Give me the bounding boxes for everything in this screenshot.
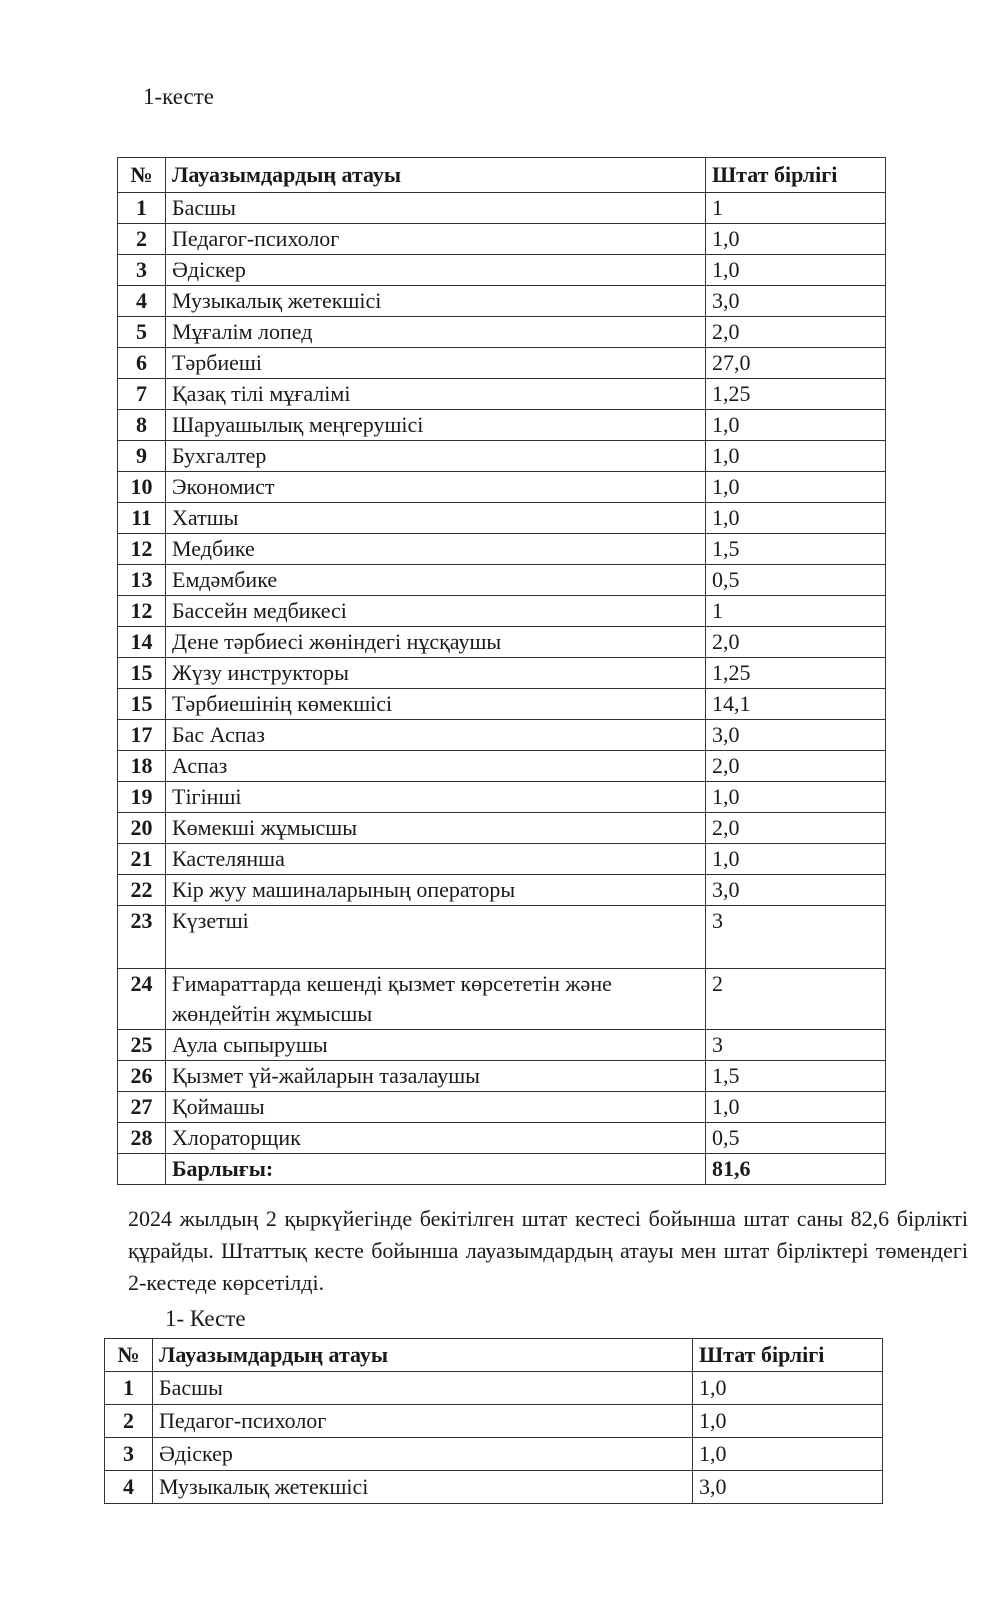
table-row <box>118 379 886 410</box>
row-position: Қызмет үй-жайларын тазалаушы <box>166 1061 706 1092</box>
table-row <box>118 906 886 969</box>
row-position: Дене тәрбиесі жөніндегі нұсқаушы <box>166 627 706 658</box>
row-position: Экономист <box>166 472 706 503</box>
row-position: Бас Аспаз <box>166 720 706 751</box>
row-staff-units: 3,0 <box>693 1471 883 1504</box>
table-header-row <box>105 1339 883 1372</box>
row-staff-units: 1,0 <box>706 441 886 472</box>
row-staff-units: 1 <box>706 193 886 224</box>
row-position: Педагог-психолог <box>153 1405 693 1438</box>
body-paragraph: 2024 жылдың 2 қыркүйегінде бекітілген штат кестесі бойынша штат саны 82,6 бірлікті құрайды. Штаттық кесте бойынша лауазымдардың атауы мен штат бірліктері төмендегі 2-кестеде көрсетілді. <box>128 1206 968 1295</box>
row-position: Аспаз <box>166 751 706 782</box>
row-number: 25 <box>118 1030 166 1061</box>
header-position: Лауазымдардың атауы <box>166 158 706 193</box>
row-number: 7 <box>118 379 166 410</box>
total-label: Барлығы: <box>166 1154 706 1185</box>
row-staff-units: 27,0 <box>706 348 886 379</box>
table-row <box>118 1061 886 1092</box>
table2-caption: 1- Кесте <box>165 1306 246 1331</box>
row-number: 2 <box>118 224 166 255</box>
row-number: 17 <box>118 720 166 751</box>
row-number: 23 <box>118 906 166 969</box>
row-number: 2 <box>105 1405 153 1438</box>
row-staff-units: 2,0 <box>706 813 886 844</box>
row-position: Бассейн медбикесі <box>166 596 706 627</box>
header-staff-units: Штат бірлігі <box>706 158 886 193</box>
header-number: № <box>118 158 166 193</box>
table-header-row <box>118 158 886 193</box>
row-staff-units: 1,25 <box>706 658 886 689</box>
table-row <box>118 286 886 317</box>
table-row <box>118 627 886 658</box>
table-row <box>118 255 886 286</box>
row-position: Шаруашылық меңгерушісі <box>166 410 706 441</box>
row-number: 4 <box>118 286 166 317</box>
row-staff-units: 2 <box>706 969 886 1030</box>
row-position: Хлораторщик <box>166 1123 706 1154</box>
row-position: Медбике <box>166 534 706 565</box>
table-row <box>118 969 886 1030</box>
row-position: Кір жуу машиналарының операторы <box>166 875 706 906</box>
row-staff-units: 1,5 <box>706 534 886 565</box>
row-position: Әдіскер <box>166 255 706 286</box>
header-number: № <box>105 1339 153 1372</box>
row-staff-units: 2,0 <box>706 751 886 782</box>
row-staff-units: 14,1 <box>706 689 886 720</box>
row-staff-units: 3,0 <box>706 720 886 751</box>
table-row <box>118 844 886 875</box>
row-number: 13 <box>118 565 166 596</box>
table-row <box>118 875 886 906</box>
row-position: Қазақ тілі мұғалімі <box>166 379 706 410</box>
row-position: Аула сыпырушы <box>166 1030 706 1061</box>
row-position: Педагог-психолог <box>166 224 706 255</box>
row-staff-units: 1,0 <box>693 1372 883 1405</box>
table-row <box>118 348 886 379</box>
row-staff-units: 1,0 <box>706 1092 886 1123</box>
row-number: 15 <box>118 658 166 689</box>
header-position: Лауазымдардың атауы <box>153 1339 693 1372</box>
row-staff-units: 1,0 <box>693 1405 883 1438</box>
row-number: 3 <box>118 255 166 286</box>
staff-table-1 <box>117 157 886 1185</box>
row-staff-units: 3,0 <box>706 875 886 906</box>
row-number: 4 <box>105 1471 153 1504</box>
row-position: Кастелянша <box>166 844 706 875</box>
table1-caption: 1-кесте <box>143 84 215 109</box>
row-staff-units: 1,25 <box>706 379 886 410</box>
table-row <box>118 193 886 224</box>
row-number: 22 <box>118 875 166 906</box>
row-number: 27 <box>118 1092 166 1123</box>
row-number: 5 <box>118 317 166 348</box>
row-number: 9 <box>118 441 166 472</box>
row-number: 14 <box>118 627 166 658</box>
row-number: 10 <box>118 472 166 503</box>
row-staff-units: 1,0 <box>706 255 886 286</box>
row-staff-units: 1,0 <box>706 224 886 255</box>
row-number: 1 <box>105 1372 153 1405</box>
row-position: Басшы <box>153 1372 693 1405</box>
table-row <box>118 658 886 689</box>
row-number: 20 <box>118 813 166 844</box>
table-row <box>118 410 886 441</box>
table-row <box>118 596 886 627</box>
row-number: 28 <box>118 1123 166 1154</box>
table-row <box>118 720 886 751</box>
row-position: Ғимараттарда кешенді қызмет көрсететін және жөндейтін жұмысшы <box>166 969 706 1030</box>
total-row <box>118 1154 886 1185</box>
row-position: Жүзу инструкторы <box>166 658 706 689</box>
table-row <box>118 317 886 348</box>
table-row <box>118 1092 886 1123</box>
row-staff-units: 1,0 <box>706 472 886 503</box>
table-row <box>118 813 886 844</box>
row-staff-units: 1,0 <box>706 844 886 875</box>
table-row <box>105 1405 883 1438</box>
table-row <box>105 1372 883 1405</box>
table-row <box>118 472 886 503</box>
row-number: 18 <box>118 751 166 782</box>
row-staff-units: 3 <box>706 906 886 969</box>
total-value: 81,6 <box>706 1154 886 1185</box>
row-number: 1 <box>118 193 166 224</box>
header-staff-units: Штат бірлігі <box>693 1339 883 1372</box>
row-position: Күзетші <box>166 906 706 969</box>
row-staff-units: 1 <box>706 596 886 627</box>
row-number: 21 <box>118 844 166 875</box>
table-row <box>118 782 886 813</box>
staff-table-2 <box>104 1338 883 1504</box>
row-position: Мұғалім лопед <box>166 317 706 348</box>
row-staff-units: 3 <box>706 1030 886 1061</box>
row-number: 3 <box>105 1438 153 1471</box>
row-staff-units: 1,5 <box>706 1061 886 1092</box>
row-number: 8 <box>118 410 166 441</box>
row-position: Хатшы <box>166 503 706 534</box>
table-row <box>105 1471 883 1504</box>
row-position: Музыкалық жетекшісі <box>153 1471 693 1504</box>
row-staff-units: 0,5 <box>706 565 886 596</box>
row-position: Қоймашы <box>166 1092 706 1123</box>
table-row <box>118 689 886 720</box>
row-position: Тігінші <box>166 782 706 813</box>
row-staff-units: 2,0 <box>706 317 886 348</box>
row-number: 6 <box>118 348 166 379</box>
table-row <box>105 1438 883 1471</box>
row-number: 19 <box>118 782 166 813</box>
row-number: 12 <box>118 596 166 627</box>
table-row <box>118 441 886 472</box>
row-number: 26 <box>118 1061 166 1092</box>
table-row <box>118 503 886 534</box>
row-staff-units: 2,0 <box>706 627 886 658</box>
row-number: 12 <box>118 534 166 565</box>
row-position: Тәрбиешінің көмекшісі <box>166 689 706 720</box>
table-row <box>118 224 886 255</box>
row-staff-units: 3,0 <box>706 286 886 317</box>
row-position: Тәрбиеші <box>166 348 706 379</box>
table-row <box>118 1030 886 1061</box>
row-staff-units: 1,0 <box>706 503 886 534</box>
row-staff-units: 0,5 <box>706 1123 886 1154</box>
table-row <box>118 1123 886 1154</box>
row-position: Әдіскер <box>153 1438 693 1471</box>
row-position: Музыкалық жетекшісі <box>166 286 706 317</box>
row-staff-units: 1,0 <box>706 410 886 441</box>
row-staff-units: 1,0 <box>706 782 886 813</box>
total-empty-cell <box>118 1154 166 1185</box>
row-number: 11 <box>118 503 166 534</box>
row-position: Басшы <box>166 193 706 224</box>
row-staff-units: 1,0 <box>693 1438 883 1471</box>
row-number: 24 <box>118 969 166 1030</box>
table-row <box>118 534 886 565</box>
table-row <box>118 751 886 782</box>
row-position: Емдәмбике <box>166 565 706 596</box>
row-position: Көмекші жұмысшы <box>166 813 706 844</box>
row-number: 15 <box>118 689 166 720</box>
table-row <box>118 565 886 596</box>
row-position: Бухгалтер <box>166 441 706 472</box>
